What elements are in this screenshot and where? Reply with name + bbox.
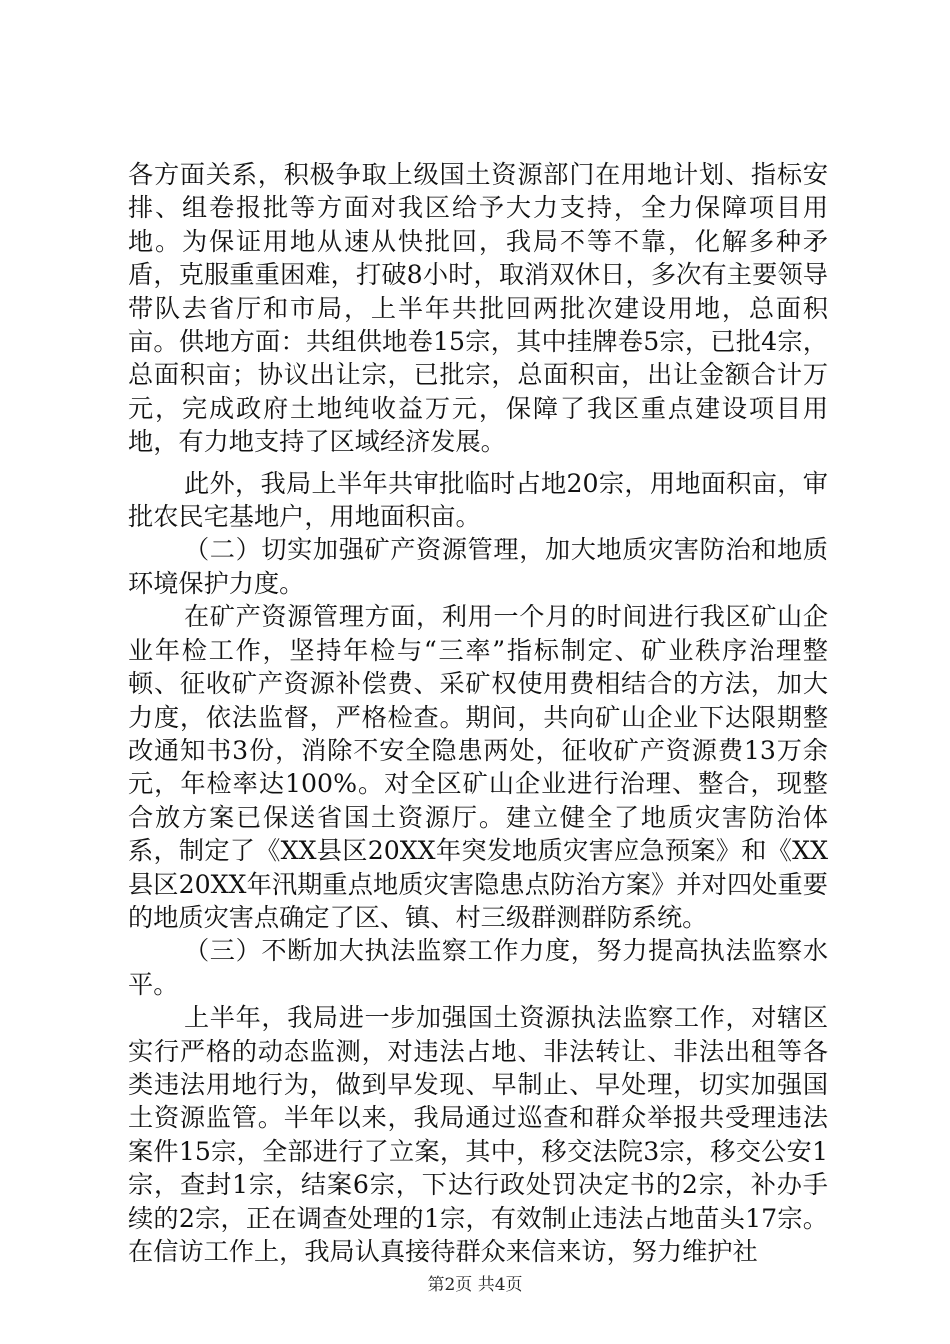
- paragraph-temporary-land: 此外，我局上半年共审批临时占地20宗，用地面积亩，审批农民宅基地户，用地面积亩。: [128, 468, 828, 532]
- document-body: [128, 158, 828, 1268]
- section-heading-enforcement: （三）不断加大执法监察工作力度，努力提高执法监察水平。: [128, 936, 828, 999]
- paragraph-land-approval: 各方面关系，积极争取上级国土资源部门在用地计划、指标安排、组卷报批等方面对我区给予大力支持，全力保障项目用地。为保证用地从速从快批回，我局不等不靠，化解多种矛盾，克服重重困难，打破8小时，取消双休日，多次有主要领导带队去省厅和市局，上半年共批回两批次建设用地，总面积亩。供地方面：共组供地卷15宗，其中挂牌卷5宗，已批4宗，总面积亩；协议出让宗，已批宗，总面积亩，出让金额合计万元，完成政府土地纯收益万元，保障了我区重点建设项目用地，有力地支持了区域经济发展。: [128, 160, 828, 457]
- paragraph-enforcement: 上半年，我局进一步加强国土资源执法监察工作，对辖区实行严格的动态监测，对违法占地、非法转让、非法出租等各类违法用地行为，做到早发现、早制止、早处理，切实加强国土资源监管。半年以来，我局通过巡查和群众举报共受理违法案件15宗，全部进行了立案，其中，移交法院3宗，移交公安1宗，查封1宗，结案6宗，下达行政处罚决定书的2宗，补办手续的2宗，正在调查处理的1宗，有效制止违法占地苗头17宗。在信访工作上，我局认真接待群众来信来访，努力维护社: [128, 1003, 828, 1266]
- page-number-footer: 第2页 共4页: [427, 1275, 523, 1295]
- section-heading-mineral: （二）切实加强矿产资源管理，加大地质灾害防治和地质环境保护力度。: [128, 535, 828, 598]
- paragraph-mineral-management: 在矿产资源管理方面，利用一个月的时间进行我区矿山企业年检工作，坚持年检与“三率”指标制定、矿业秩序治理整顿、征收矿产资源补偿费、采矿权使用费相结合的方法，加大力度，依法监督，严格检查。期间，共向矿山企业下达限期整改通知书3份，消除不安全隐患两处，征收矿产资源费13万余元，年检率达100%。对全区矿山企业进行治理、整合，现整合放方案已保送省国土资源厅。建立健全了地质灾害防治体系，制定了《XX县区20XX年突发地质灾害应急预案》和《XX县区20XX年汛期重点地质灾害隐患点防治方案》并对四处重要的地质灾害点确定了区、镇、村三级群测群防系统。: [128, 602, 828, 932]
